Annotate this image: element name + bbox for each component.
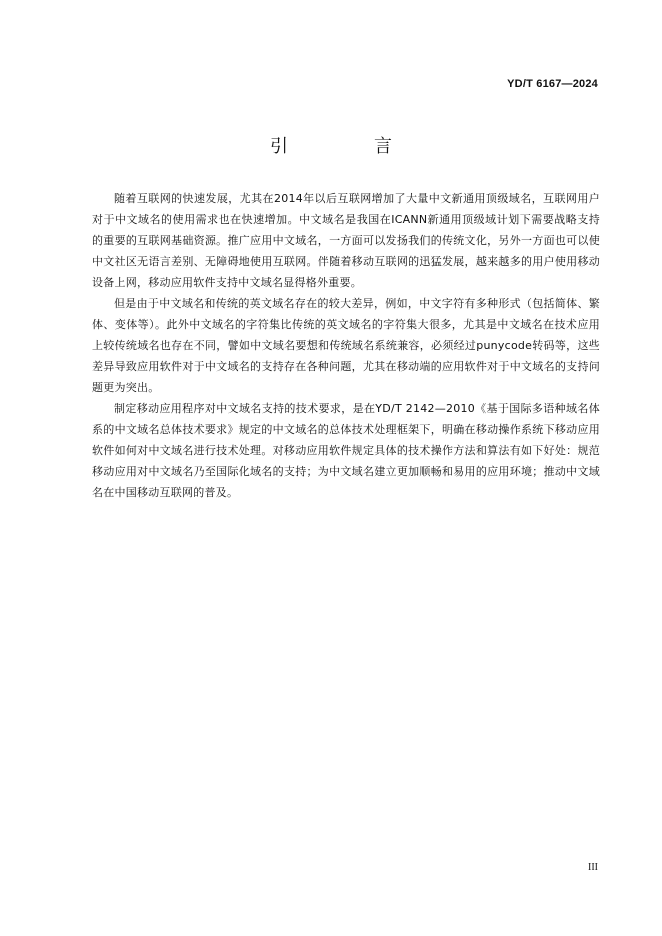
page-number: III xyxy=(588,862,598,873)
paragraph-2: 但是由于中文域名和传统的英文域名存在的较大差异，例如，中文字符有多种形式（包括简体、繁体、变体等）。此外中文域名的字符集比传统的英文域名的字符集大很多，尤其是中文域名在技术应用上较传统域名也存在不同，譬如中文域名要想和传统域名系统兼容，必须经过punycode转码等，这些差异导致应用软件对于中文域名的支持存在各种问题，尤其在移动端的应用软件对于中文域名的支持问题更为突出。 xyxy=(92,297,600,394)
paragraph-3: 制定移动应用程序对中文域名支持的技术要求，是在YD/T 2142—2010《基于国际多语种域名体系的中文域名总体技术要求》规定的中文域名的总体技术处理框架下，明确在移动操作系统下移动应用软件如何对中文域名进行技术处理。对移动应用软件规定具体的技术操作方法和算法有如下好处：规范移动应用对中文域名乃至国际化域名的支持；为中文域名建立更加顺畅和易用的应用环境；推动中文域名在中国移动互联网的普及。 xyxy=(92,402,600,499)
paragraph-1: 随着互联网的快速发展，尤其在2014年以后互联网增加了大量中文新通用顶级域名，互联网用户对于中文域名的使用需求也在快速增加。中文域名是我国在ICANN新通用顶级域计划下需要战略支持的重要的互联网基础资源。推广应用中文域名，一方面可以发扬我们的传统文化，另外一方面也可以使中文社区无语言差别、无障碍地使用互联网。伴随着移动互联网的迅猛发展，越来越多的用户使用移动设备上网，移动应用软件支持中文域名显得格外重要。 xyxy=(92,192,600,289)
document-code: YD/T 6167—2024 xyxy=(507,78,598,90)
body-text xyxy=(92,188,600,503)
section-title: 引 言 xyxy=(270,136,426,157)
